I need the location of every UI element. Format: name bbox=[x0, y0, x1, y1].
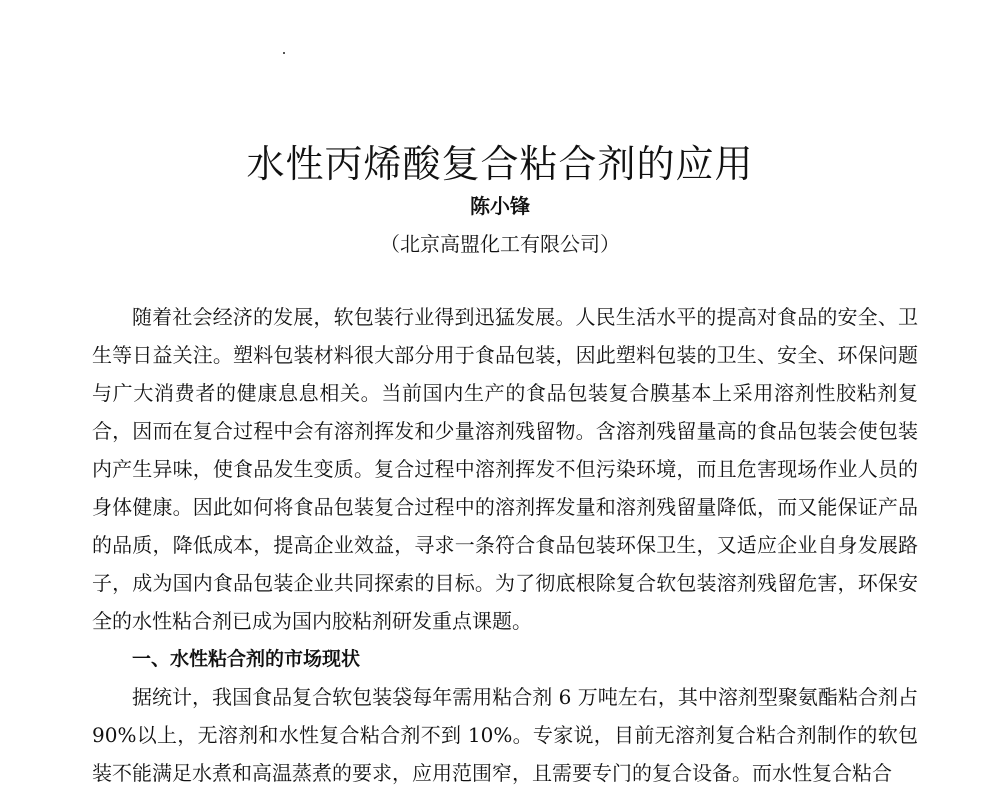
body-text bbox=[92, 298, 918, 792]
paper-title: 水性丙烯酸复合粘合剂的应用 bbox=[246, 142, 754, 186]
scan-speck bbox=[283, 52, 285, 54]
intro-paragraph: 随着社会经济的发展，软包装行业得到迅猛发展。人民生活水平的提高对食品的安全、卫生等日益关注。塑料包装材料很大部分用于食品包装，因此塑料包装的卫生、安全、环保问题与广大消费者的健康息息相关。当前国内生产的食品包装复合膜基本上采用溶剂性胶粘剂复合，因而在复合过程中会有溶剂挥发和少量溶剂残留物。含溶剂残留量高的食品包装会使包装内产生异味，使食品发生变质。复合过程中溶剂挥发不但污染环境，而且危害现场作业人员的身体健康。因此如何将食品包装复合过程中的溶剂挥发量和溶剂残留量降低，而又能保证产品的品质，降低成本，提高企业效益，寻求一条符合食品包装环保卫生，又适应企业自身发展路子，成为国内食品包装企业共同探索的目标。为了彻底根除复合软包装溶剂残留危害，环保安全的水性粘合剂已成为国内胶粘剂研发重点课题。 bbox=[92, 305, 918, 633]
section-heading: 一、水性粘合剂的市场现状 bbox=[132, 648, 361, 670]
section-paragraph: 据统计，我国食品复合软包装袋每年需用粘合剂 6 万吨左右，其中溶剂型聚氨酯粘合剂占 90%以上，无溶剂和水性复合粘合剂不到 10%。专家说，目前无溶剂复合粘合剂制作的软包装不能满足水煮和高温蒸煮的要求，应用范围窄，且需要专门的复合设备。而水性复合粘合 bbox=[92, 685, 918, 785]
author-affiliation: （北京高盟化工有限公司） bbox=[380, 232, 620, 256]
author-name: 陈小锋 bbox=[470, 194, 530, 218]
